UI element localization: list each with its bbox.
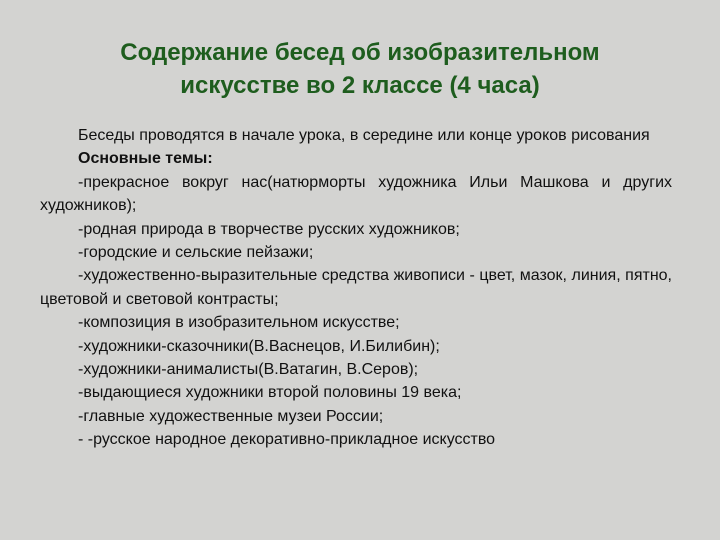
slide-title-line-2: искусстве во 2 классе (4 часа) <box>180 72 540 99</box>
intro-paragraph: Беседы проводятся в начале урока, в середине или конце уроков рисования <box>78 127 650 144</box>
topic-item: -художники-сказочники(В.Васнецов, И.Билибин); <box>78 337 440 355</box>
topic-item: -выдающиеся художники второй половины 19 века; <box>78 384 462 402</box>
topic-item: -главные художественные музеи России; <box>78 407 384 425</box>
topic-item: - -русское народное декоративно-прикладное искусство <box>78 431 496 449</box>
slide-title <box>60 36 660 102</box>
topic-item: -городские и сельские пейзажи; <box>78 244 314 262</box>
topic-item: -прекрасное вокруг нас(натюрморты художника Ильи Машкова и других художников); <box>40 173 672 215</box>
topics-heading: Основные темы: <box>78 150 213 168</box>
slide-body <box>40 124 672 452</box>
slide-title-line-1: Содержание бесед об изобразительном <box>120 39 600 66</box>
topic-item: -родная природа в творчестве русских художников; <box>78 220 460 238</box>
topic-item: -художественно-выразительные средства живописи - цвет, мазок, линия, пятно, цветовой и световой контрасты; <box>40 267 672 308</box>
topic-item: -композиция в изобразительном искусстве; <box>78 314 400 332</box>
topic-item: -художники-анималисты(В.Ватагин, В.Серов); <box>78 361 419 379</box>
